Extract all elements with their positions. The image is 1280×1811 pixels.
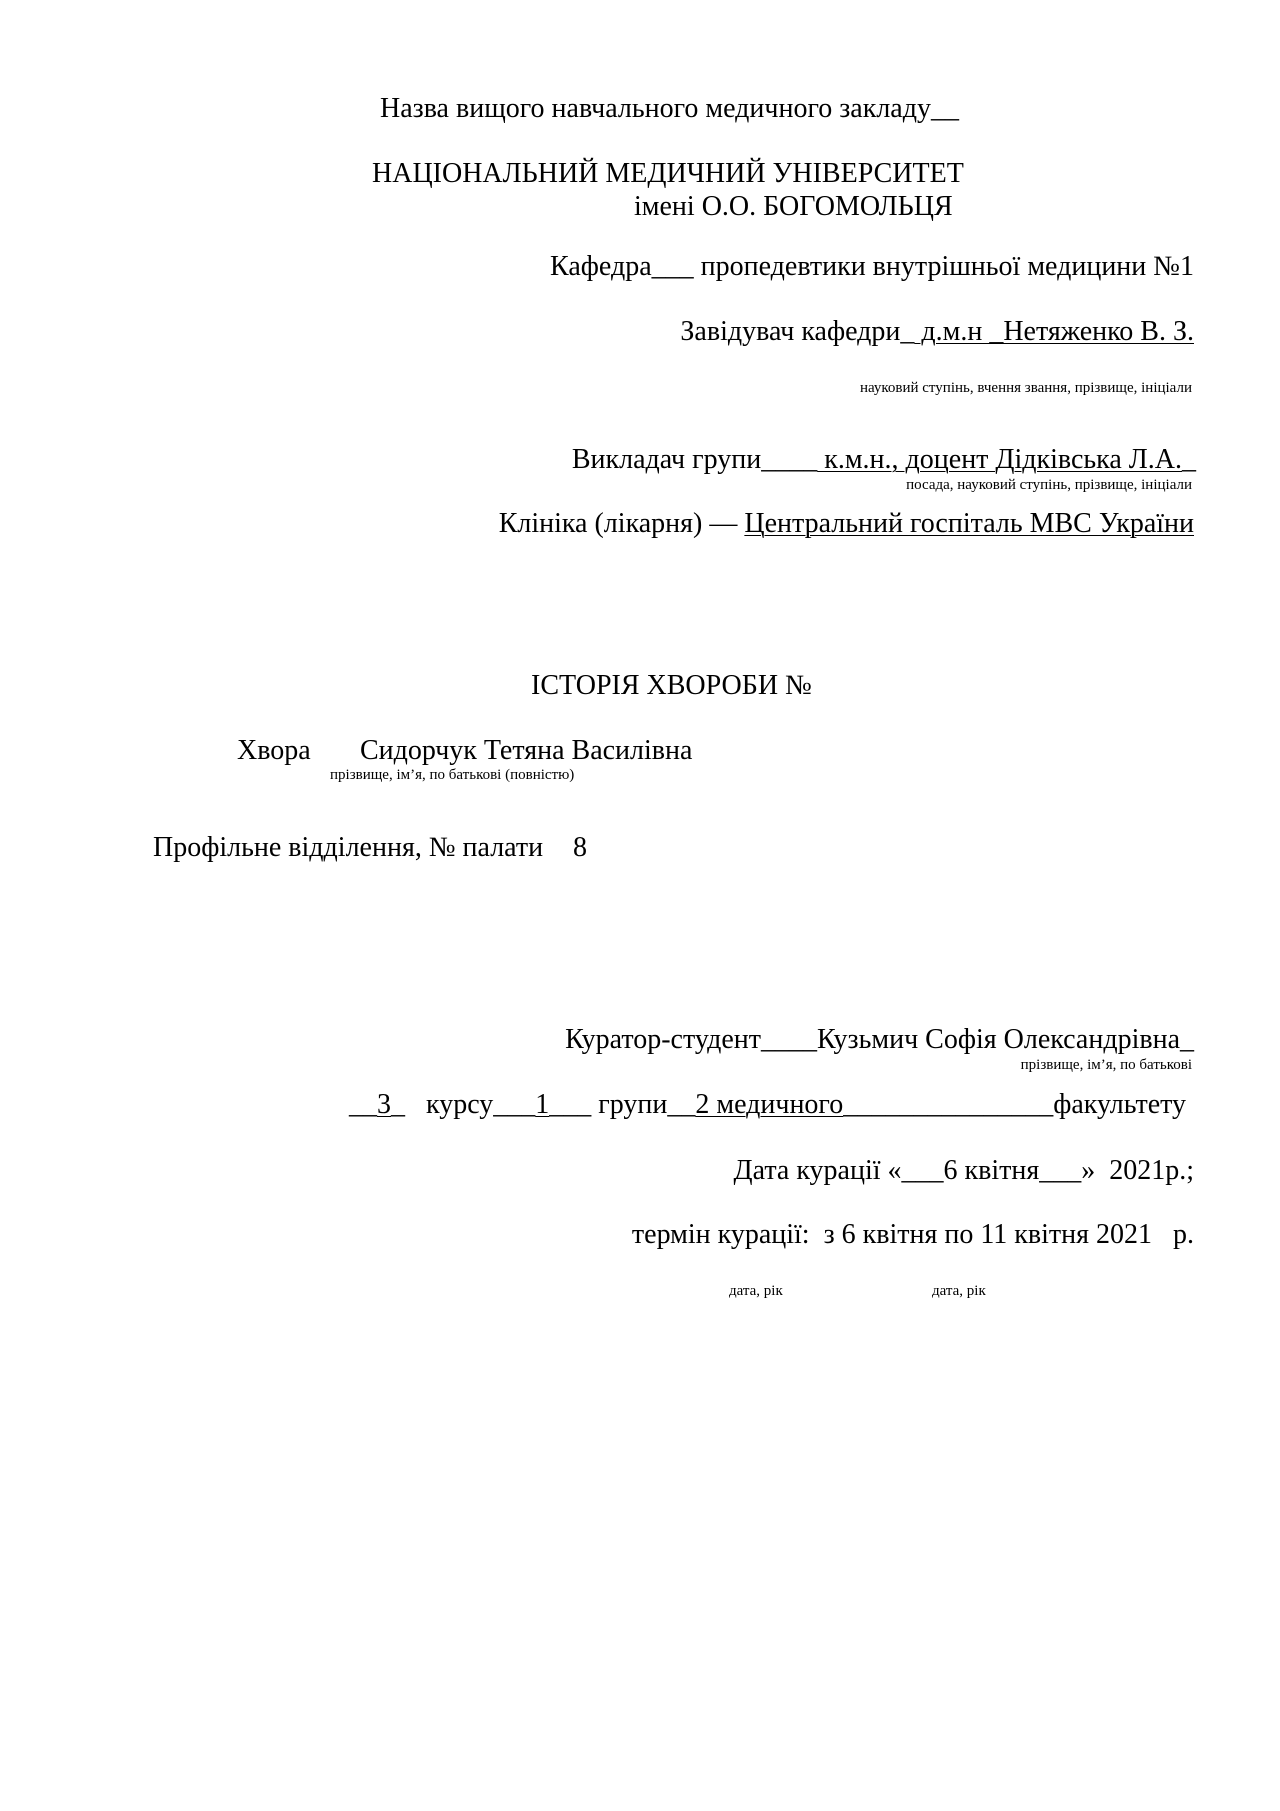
curator-line: Куратор-студент____Кузьмич Софія Олександрівна_ xyxy=(565,1024,1194,1055)
term-caption-end: дата, рік xyxy=(932,1283,986,1299)
patient-caption: прізвище, ім’я, по батькові (повністю) xyxy=(330,767,575,783)
teacher-line: Викладач групи____ к.м.н., доцент Дідківська Л.А._ xyxy=(571,444,1196,475)
ward-label: Профільне відділення, № палати xyxy=(153,832,544,863)
teacher-caption: посада, науковий ступінь, прізвище, ініціали xyxy=(906,477,1192,493)
clinic-line: Клініка (лікарня) — Центральний госпіталь МВС України xyxy=(498,508,1194,539)
patient-name: Сидорчук Тетяна Василівна xyxy=(360,735,693,766)
department-line: Кафедра___ пропедевтики внутрішньої медицини №1 xyxy=(550,251,1194,282)
patient-label: Хвора xyxy=(237,735,311,766)
university-name: НАЦІОНАЛЬНИЙ МЕДИЧНИЙ УНІВЕРСИТЕТ xyxy=(372,158,964,189)
head-caption: науковий ступінь, вчення звання, прізвище, ініціали xyxy=(859,380,1192,396)
term-caption-start: дата, рік xyxy=(729,1283,783,1299)
head-line: Завідувач кафедри_ д.м.н _Нетяженко В. З. xyxy=(680,316,1194,347)
curator-caption: прізвище, ім’я, по батькові xyxy=(1020,1057,1192,1073)
curation-term-line: термін курації: з 6 квітня по 11 квітня 2021 р. xyxy=(631,1219,1194,1250)
history-title: ІСТОРІЯ ХВОРОБИ № xyxy=(531,670,812,701)
curation-date-line: Дата курації «___6 квітня___» 2021р.; xyxy=(733,1155,1194,1186)
university-name-line2: імені О.О. БОГОМОЛЬЦЯ xyxy=(634,191,953,222)
course-line: __3_ курсу___1___ групи__2 медичного_______________факультету xyxy=(349,1089,1186,1120)
ward-number: 8 xyxy=(573,832,587,863)
institution-label: Назва вищого навчального медичного закладу__ xyxy=(380,93,959,124)
